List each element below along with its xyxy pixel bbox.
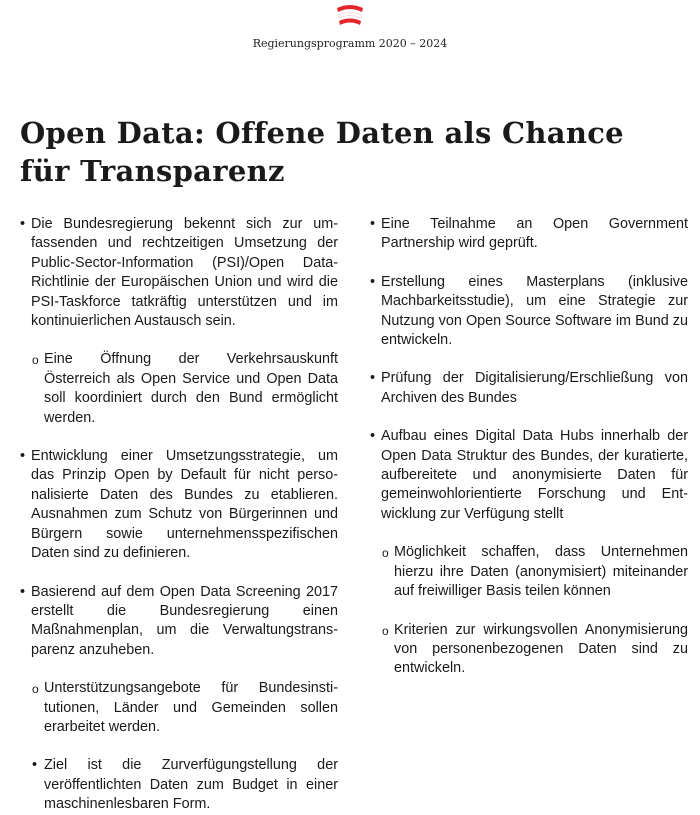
- bullet-icon: •: [370, 216, 376, 232]
- bullet-icon: •: [370, 370, 376, 387]
- list-item-text: Prüfung der Digitalisierung/Erschließung von Archiven des Bundes: [381, 370, 688, 406]
- list-item-text: Möglichkeit schaffen, dass Unternehmen hierzu ihre Daten (anonymisiert) miteinander auf freiwilliger Basis teilen können: [394, 544, 688, 600]
- list-item: [370, 273, 688, 351]
- list-item-text: Aufbau eines Digital Data Hubs innerhalb der Open Data Struktur des Bundes, der kuratierte, aufbereitete und anonymisierte Daten für gemeinwohlorientierte Forschung und Entwicklung zur Verfügung stellt: [381, 428, 688, 522]
- bullet-icon: •: [20, 216, 26, 232]
- sub-list-item: [32, 756, 338, 814]
- list-item: [370, 215, 688, 254]
- list-item-text: Die Bundesregierung bekennt sich zur umfassenden und rechtzeitigen Umsetzung der Public-Sector-Information (PSI)/Open Data-Richtlinie der Europäischen Union und wird die PSI-Taskforce tatkräftig unterstützen und im kontinuierlichen Austausch sein.: [31, 216, 338, 330]
- list-item: [370, 369, 688, 408]
- sub-list-item: [382, 621, 688, 679]
- list-item-text: Ziel ist die Zurverfügungstellung der veröffentlichten Daten zum Budget in einer maschinenlesbaren Form.: [44, 757, 338, 813]
- list-item-text: Unterstützungsangebote für Bundesinstitutionen, Länder und Gemeinden sollen erarbeitet werden.: [44, 680, 338, 735]
- left-column: [20, 215, 338, 815]
- bullet-icon: •: [370, 273, 376, 290]
- sub-list-item: [32, 679, 338, 737]
- right-column: [370, 215, 688, 679]
- list-item-text: Kriterien zur wirkungsvollen Anonymisierung von personenbezogenen Daten sind zu entwickeln.: [394, 621, 688, 677]
- list-item-text: Erstellung eines Masterplans (inklusive Machbarkeitsstudie), um eine Strategie zur Nutzung von Open Source Software im Bund zu entwickeln.: [381, 273, 688, 349]
- list-item: [370, 427, 688, 524]
- bullet-icon: •: [32, 757, 38, 774]
- austrian-government-logo: [334, 2, 366, 28]
- list-item: [20, 447, 338, 563]
- running-header: Regierungsprogramm 2020 – 2024: [252, 37, 448, 50]
- list-item-text: Eine Öffnung der Verkehrsauskunft Österreich als Open Service und Open Data soll koordiniert durch den Bund ermöglicht werden.: [44, 351, 338, 426]
- bullet-icon: •: [20, 583, 26, 600]
- list-item: [20, 215, 338, 331]
- bullet-icon: •: [370, 428, 376, 445]
- circle-bullet-icon: o: [32, 353, 39, 368]
- page-title: [20, 114, 680, 190]
- page-title-line-1: Open Data: Offene Daten als Chance: [20, 116, 624, 150]
- circle-bullet-icon: o: [32, 682, 39, 697]
- circle-bullet-icon: o: [382, 546, 389, 561]
- circle-bullet-icon: o: [382, 623, 389, 638]
- bullet-icon: •: [20, 448, 26, 465]
- sub-list-item: [32, 350, 338, 428]
- list-item: [20, 583, 338, 661]
- list-item-text: Basierend auf dem Open Data Screening 2017 erstellt die Bundesregierung einen Maßnahmenplan, um die Verwaltungstransparenz anzuheben.: [31, 583, 338, 658]
- page-title-line-2: für Transparenz: [20, 154, 285, 188]
- list-item-text: Entwicklung einer Umsetzungsstrategie, um das Prinzip Open by Default für nicht personalisierte Daten des Bundes zu etablieren. Ausnahmen zum Schutz von Bürgerinnen und Bürgern sowie unternehmensspezifischen Daten sind zu definieren.: [31, 448, 338, 562]
- sub-list-item: [382, 543, 688, 601]
- list-item-text: Eine Teilnahme an Open Government Partnership wird geprüft.: [381, 216, 688, 252]
